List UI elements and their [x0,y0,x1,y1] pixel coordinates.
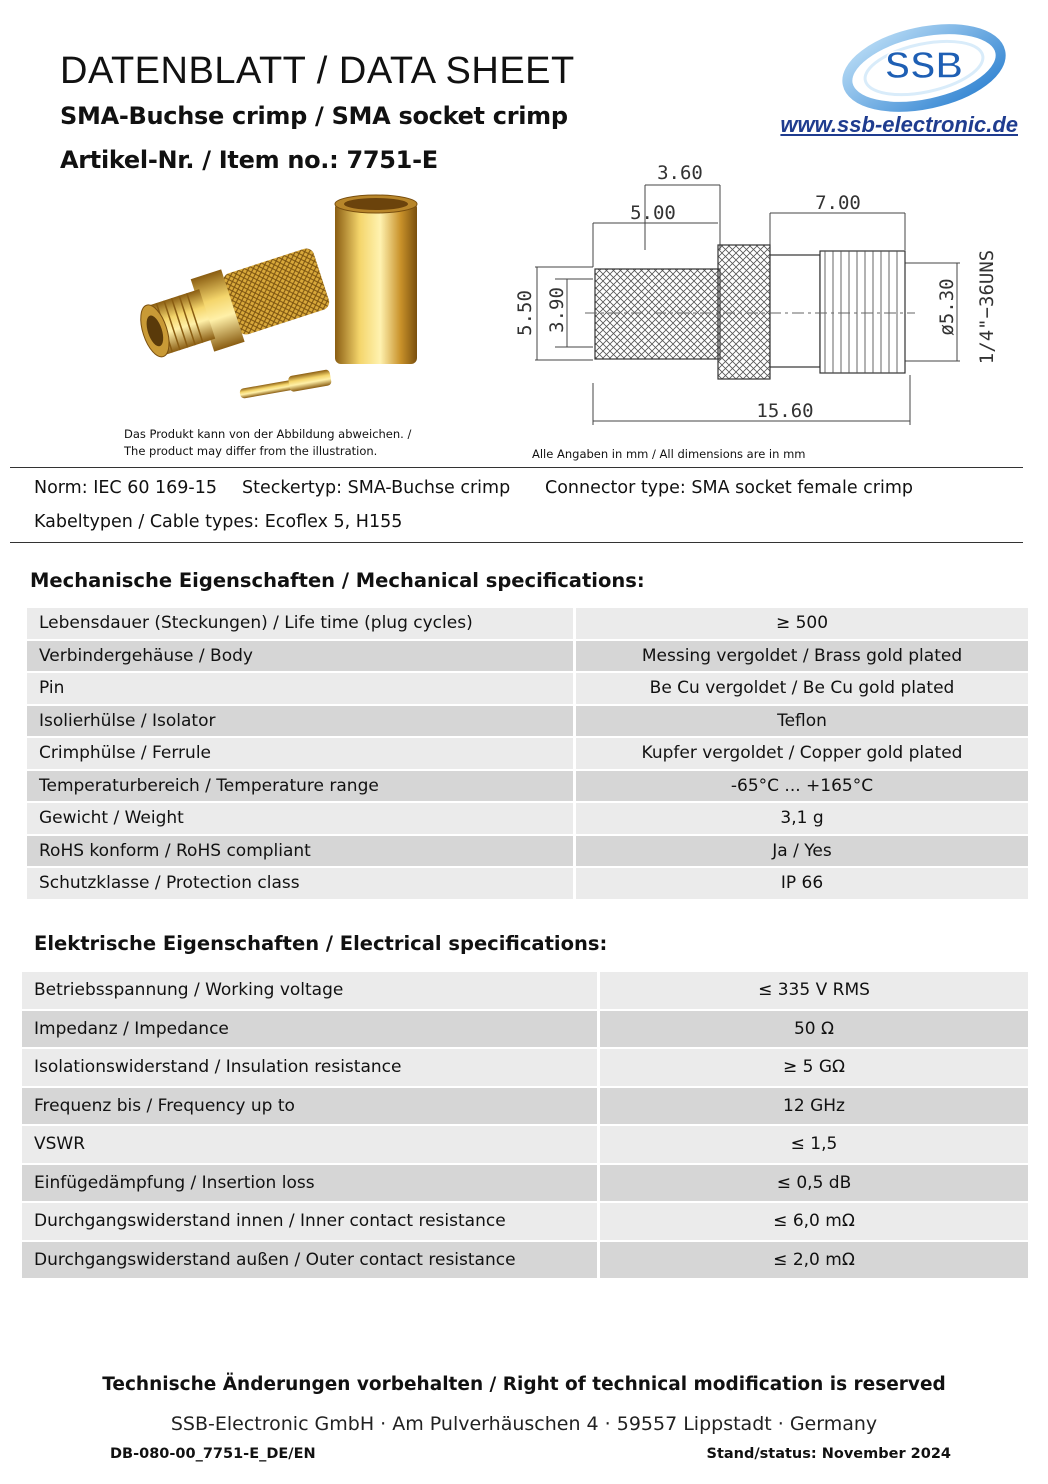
spec-label: RoHS konform / RoHS compliant [27,836,573,869]
spec-label: Schutzklasse / Protection class [27,868,573,901]
spec-label: Einfügedämpfung / Insertion loss [22,1165,597,1204]
spec-label: Isolationswiderstand / Insulation resistance [22,1049,597,1088]
spec-value: ≤ 0,5 dB [597,1165,1028,1204]
svg-text:ø5.30: ø5.30 [936,278,958,336]
spec-value: ≤ 2,0 mΩ [597,1242,1028,1281]
electrical-heading: Elektrische Eigenschaften / Electrical specifications: [34,932,608,955]
spec-label: Crimphülse / Ferrule [27,738,573,771]
modification-notice: Technische Änderungen vorbehalten / Right of technical modification is reserved [102,1374,946,1395]
dimensions-note: Alle Angaben in mm / All dimensions are in mm [532,447,806,461]
item-number: Artikel-Nr. / Item no.: 7751-E [60,146,438,174]
table-row [22,1126,1028,1165]
logo-text: SSB [884,45,964,87]
table-row [27,608,1028,641]
electrical-table [22,972,1028,1280]
svg-text:5.50: 5.50 [514,290,536,336]
svg-text:7.00: 7.00 [815,192,861,214]
table-row [22,1049,1028,1088]
spec-value: ≤ 6,0 mΩ [597,1203,1028,1242]
svg-text:1/4"−36UNS: 1/4"−36UNS [976,249,998,365]
product-photo [110,190,440,420]
divider-top [10,467,1023,468]
table-row [22,1242,1028,1281]
table-row [27,771,1028,804]
table-row [27,738,1028,771]
spec-label: Impedanz / Impedance [22,1011,597,1050]
mechanical-heading: Mechanische Eigenschaften / Mechanical specifications: [30,569,645,592]
norm: Norm: IEC 60 169-15 [34,478,218,498]
spec-value: 50 Ω [597,1011,1028,1050]
mechanical-table [27,608,1028,901]
spec-value: ≥ 5 GΩ [597,1049,1028,1088]
ssb-logo [842,20,1007,115]
spec-label: VSWR [22,1126,597,1165]
divider-bottom [10,542,1023,543]
document-status: Stand/status: November 2024 [706,1446,951,1462]
spec-value: Messing vergoldet / Brass gold plated [573,641,1028,674]
product-name: SMA-Buchse crimp / SMA socket crimp [60,102,568,130]
svg-text:3.60: 3.60 [657,162,703,184]
photo-caption: Das Produkt kann von der Abbildung abweichen. / The product may differ from the illustration. [124,427,412,458]
table-row [22,972,1028,1011]
spec-value: Be Cu vergoldet / Be Cu gold plated [573,673,1028,706]
spec-label: Verbindergehäuse / Body [27,641,573,674]
spec-value: Kupfer vergoldet / Copper gold plated [573,738,1028,771]
table-row [22,1011,1028,1050]
table-row [27,673,1028,706]
connector-type-de: Steckertyp: SMA-Buchse crimp [242,478,511,498]
table-row [27,836,1028,869]
spec-value: ≤ 335 V RMS [597,972,1028,1011]
spec-label: Temperaturbereich / Temperature range [27,771,573,804]
page-title: DATENBLATT / DATA SHEET [60,50,575,92]
table-row [22,1203,1028,1242]
spec-value: Teflon [573,706,1028,739]
cable-types: Kabeltypen / Cable types: Ecoflex 5, H155 [34,512,403,532]
spec-value: IP 66 [573,868,1028,901]
table-row [27,641,1028,674]
svg-text:5.00: 5.00 [630,202,676,224]
spec-label: Pin [27,673,573,706]
table-row [27,706,1028,739]
spec-label: Gewicht / Weight [27,803,573,836]
document-id: DB-080-00_7751-E_DE/EN [110,1446,316,1462]
table-row [22,1165,1028,1204]
website-link[interactable]: www.ssb-electronic.de [780,112,1018,137]
table-row [22,1088,1028,1127]
connector-type-en: Connector type: SMA socket female crimp [545,478,913,498]
svg-text:15.60: 15.60 [756,400,814,422]
spec-value: Ja / Yes [573,836,1028,869]
spec-label: Lebensdauer (Steckungen) / Life time (plug cycles) [27,608,573,641]
table-row [27,868,1028,901]
svg-text:3.90: 3.90 [546,287,568,333]
spec-label: Betriebsspannung / Working voltage [22,972,597,1011]
spec-value: 12 GHz [597,1088,1028,1127]
spec-label: Durchgangswiderstand innen / Inner contact resistance [22,1203,597,1242]
spec-value: 3,1 g [573,803,1028,836]
spec-value: ≤ 1,5 [597,1126,1028,1165]
dimension-drawing [505,155,1010,440]
spec-label: Durchgangswiderstand außen / Outer contact resistance [22,1242,597,1281]
spec-value: ≥ 500 [573,608,1028,641]
company-address: SSB-Electronic GmbH · Am Pulverhäuschen 4 · 59557 Lippstadt · Germany [170,1413,878,1435]
spec-value: -65°C ... +165°C [573,771,1028,804]
spec-label: Frequenz bis / Frequency up to [22,1088,597,1127]
spec-label: Isolierhülse / Isolator [27,706,573,739]
table-row [27,803,1028,836]
